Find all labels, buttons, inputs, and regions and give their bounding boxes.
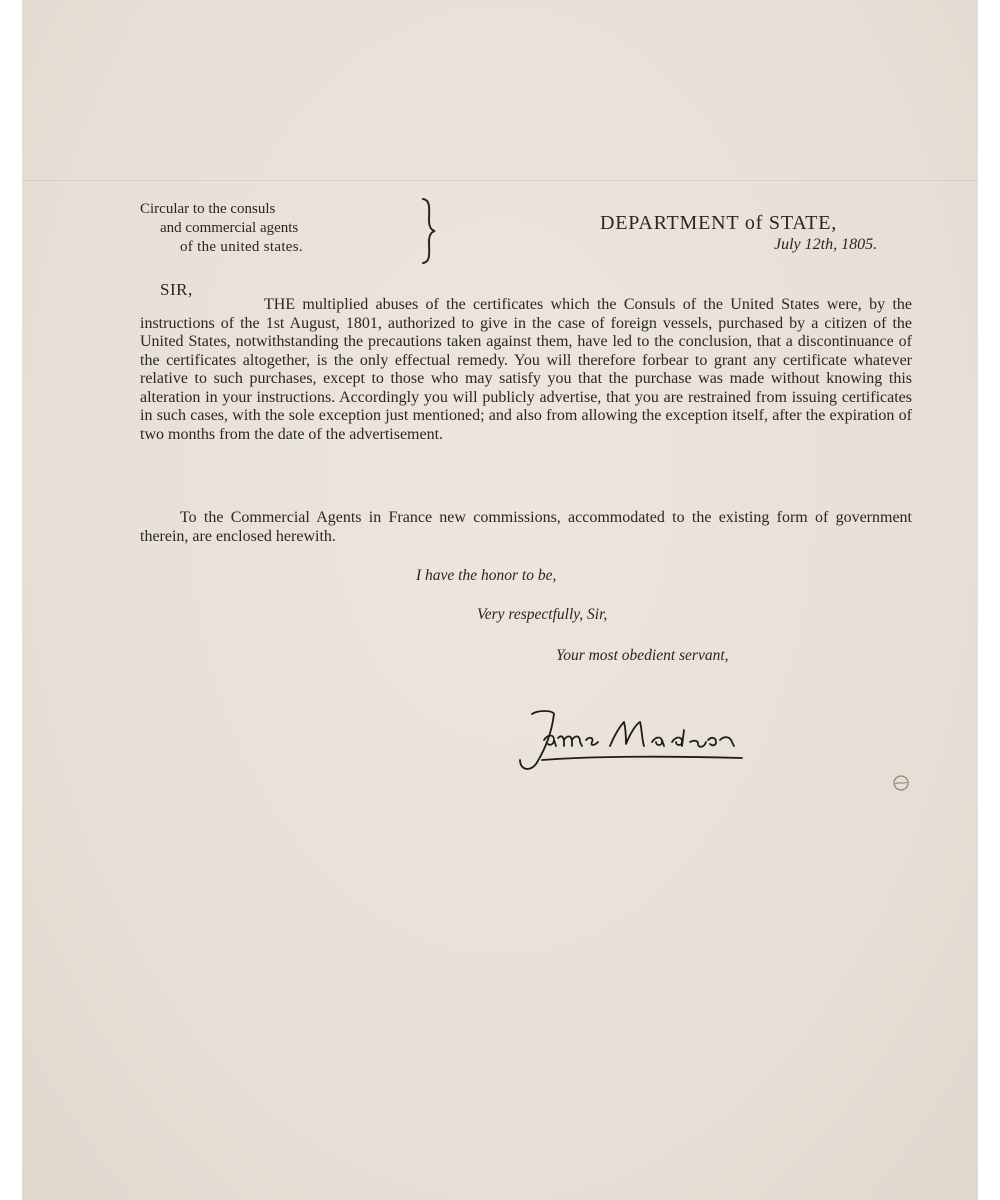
department-heading: DEPARTMENT of STATE, — [600, 212, 838, 234]
date-text: July 12th, 1805. — [774, 236, 878, 253]
address-line-2: and commercial agents — [160, 220, 299, 236]
body-paragraph-2 — [140, 508, 912, 546]
body-paragraph-1 — [140, 296, 912, 444]
salutation: SIR, — [160, 280, 193, 299]
document-page — [22, 0, 978, 1200]
paragraph-2-text: To the Commercial Agents in France new commissions, accommodated to the existing form of government therein, are enclosed herewith. — [140, 509, 912, 545]
closing-line-1: I have the honor to be, — [416, 567, 557, 584]
closing-line-3: Your most obedient servant, — [556, 647, 729, 664]
curly-brace-icon — [417, 196, 439, 266]
letter-date — [774, 236, 877, 254]
punch-hole-mark — [890, 772, 912, 794]
paper-fold-line — [22, 180, 978, 181]
circular-address-block — [140, 200, 402, 257]
address-line-3: of the united states. — [180, 239, 303, 255]
handwritten-signature — [492, 700, 802, 780]
paragraph-1-text: THE multiplied abuses of the certificates which the Consuls of the United States were, by the instructions of the 1st August, 1801, authorized to give in the case of foreign vessels, purchased by a citizen of the United States, notwithstanding the precautions taken against them, have led to the conclusion, that a discontinuance of the certificates altogether, is the only effectual remedy. You will therefore forbear to grant any certificate whatever relative to such purchases, except to those who may satisfy you that the purchase was made without knowing this alteration in your instructions. Accordingly you will publicly advertise, that you are restrained from issuing certificates in such cases, with the sole exception just mentioned; and also from allowing the exception itself, after the expiration of two months from the date of the advertisement. — [140, 296, 912, 443]
closing-line-2: Very respectfully, Sir, — [477, 606, 608, 623]
address-line-1: Circular to the consuls — [140, 201, 276, 217]
